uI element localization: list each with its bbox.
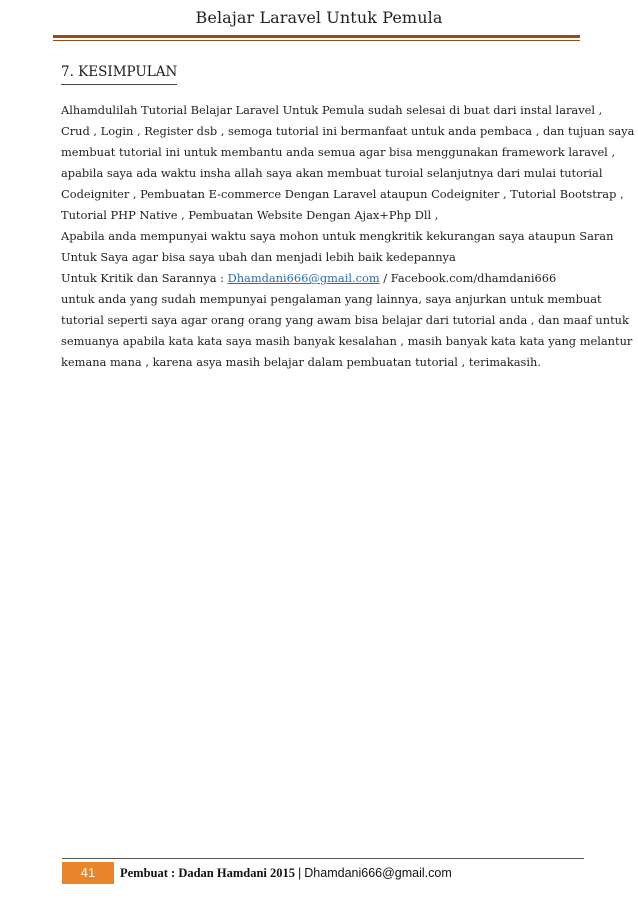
email-link[interactable]: Dhamdani666@gmail.com bbox=[227, 271, 380, 285]
paragraph-line: tutorial seperti saya agar orang orang yang awam bisa belajar dari tutorial anda , dan maaf untuk bbox=[61, 313, 629, 327]
header-divider-thick bbox=[53, 35, 580, 38]
paragraph-line: Apabila anda mempunyai waktu saya mohon untuk mengkritik kekurangan saya ataupun Saran bbox=[61, 229, 614, 243]
footer-separator: | bbox=[298, 866, 302, 880]
paragraph-line: Tutorial PHP Native , Pembuatan Website Dengan Ajax+Php Dll , bbox=[61, 208, 439, 222]
paragraph-line: Untuk Saya agar bisa saya ubah dan menjadi lebih baik kedepannya bbox=[61, 250, 456, 264]
contact-line bbox=[61, 268, 581, 289]
section-heading: 7. KESIMPULAN bbox=[61, 64, 177, 85]
paragraph-line: untuk anda yang sudah mempunyai pengalaman yang lainnya, saya anjurkan untuk membuat bbox=[61, 292, 602, 306]
paragraph-line: semuanya apabila kata kata saya masih banyak kesalahan , masih banyak kata kata yang melantur bbox=[61, 334, 633, 348]
footer-email: Dhamdani666@gmail.com bbox=[304, 866, 452, 880]
contact-suffix: / Facebook.com/dhamdani666 bbox=[379, 271, 557, 285]
paragraph-line: Crud , Login , Register dsb , semoga tutorial ini bermanfaat untuk anda pembaca , dan tujuan saya bbox=[61, 124, 635, 138]
body-text bbox=[61, 100, 635, 373]
contact-prefix: Untuk Kritik dan Sarannya : bbox=[61, 271, 228, 285]
page-header-title: Belajar Laravel Untuk Pemula bbox=[195, 8, 443, 27]
paragraph-line: Alhamdulilah Tutorial Belajar Laravel Untuk Pemula sudah selesai di buat dari instal laravel , bbox=[61, 103, 603, 117]
header-divider-thin bbox=[53, 40, 580, 41]
paragraph-line: Codeigniter , Pembuatan E-commerce Dengan Laravel ataupun Codeigniter , Tutorial Bootstrap , bbox=[61, 187, 624, 201]
footer-divider bbox=[62, 858, 584, 859]
paragraph-line: kemana mana , karena asya masih belajar dalam pembuatan tutorial , terimakasih. bbox=[61, 355, 541, 369]
footer-credit bbox=[120, 862, 452, 884]
paragraph-line: apabila saya ada waktu insha allah saya akan membuat turoial selanjutnya dari mulai tutorial bbox=[61, 166, 603, 180]
footer-author: Pembuat : Dadan Hamdani 2015 bbox=[120, 866, 296, 880]
page-number-badge: 41 bbox=[62, 862, 114, 884]
paragraph-line: membuat tutorial ini untuk membantu anda semua agar bisa menggunakan framework laravel , bbox=[61, 145, 616, 159]
